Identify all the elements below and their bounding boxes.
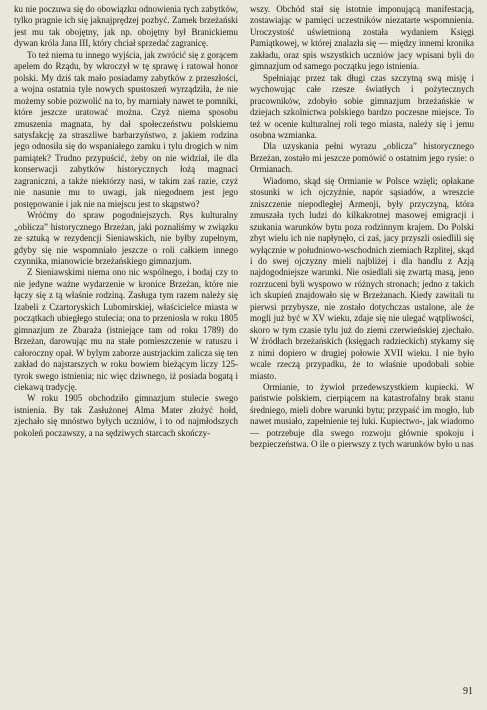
- paragraph: Wiadomo, skąd się Ormianie w Polsce wzięli; opłakane stosunki w ich ojczyźnie, napór sąsiadów, a wreszcie zniszczenie niepodległej Armenji, były przyczyną, która zmuszała tych ludzi do kilkakrotnej masowej emigracji i szukania warunków bytu poza rodzinnym krajem. Do Polski zbyt wielu ich nie napłynęło, ci zaś, jacy przyszli osiedlili się wyłącznie w południowo-wschodnich ziemiach Rzplitej, skąd i do swej ojczyzny mieli najbliżej i dla handlu z Azją najdogodniejsze warunki. Nie osiedlali się zwartą masą, jeno rozrzuceni byli wyspowo w różnych stronach; jedno z takich ich skupień znajdowało się w Brzeżanach. Kiedy zawitali tu pierwsi przybysze, nie zostało dotychczas ustalone, ale że mogli już być w XV wieku, zdaje się nie ulegać wątpliwości, skoro w tym czasie tylu już do ziemi czerwieńskiej zjechało. W źródłach brzeżańskich (księgach radzieckich) stykamy się z nimi dopiero w drugiej połowie XVII wieku. I nie było wcale rzeczą przypadku, że to właśnie upodobali sobie miasto.: [250, 175, 474, 381]
- paragraph: Z Sieniawskimi niema ono nic wspólnego, i bodaj czy to nie jedyne ważne wydarzenie w kronice Brzeżan, które nie łączy się z tą właśnie rodziną. Zasługa tym razem należy się Izabeli z Czartoryskich Lubomirskiej, właścicielce miasta w początkach ubiegłego stulecia; ona to przeniosła w roku 1805 gimnazjum ze Zbaraża (istniejące tam od roku 1789) do Brzeżan, darowując mu na stałe pomieszczenie w ratuszu i całoroczny opał. W bylym zaborze austrjackim zalicza się ten zakład do najstarszych w roku bowiem bieżącym liczy 125-tyrok swego istnienia; nic więc dziwnego, iż posiada bogatą i ciekawą tradycję.: [14, 267, 238, 392]
- paragraph: Dla uzyskania pełni wyrazu „oblicza” historycznego Brzeżan, zostało mi jeszcze pomówić o ostatnim jego rysie: o Ormianach.: [250, 141, 474, 175]
- paragraph: Wróćmy do spraw pogodniejszych. Rys kulturalny „oblicza” historycznego Brzeżan, jaki poznaliśmy w związku ze sztuką w rezydencji Sieniawskich, nie byłby zupełnym, gdyby się nie wspomniało jeszcze o roli całkiem innego czynnika, mianowicie brzeżańskiego gimnazjum.: [14, 210, 238, 266]
- paragraph: ku nie poczuwa się do obowiązku odnowienia tych zabytków, tylko pragnie ich się jaknajprędzej pozbyć. Zamek brzeżański jest mu tak obojętny, jak np. obojętny był Branickiemu dywan króla Jana III, który chciał sprzedać zagranicę.: [14, 4, 238, 49]
- left-column: [14, 4, 238, 676]
- right-column: [250, 4, 474, 676]
- paragraph: To też niema tu innego wyjścia, jak zwrócić się z gorącem apelem do Rządu, by wkroczył w tę sprawę i ratował honor polski. My dziś tak mało posiadamy zabytków z przeszłości, a wojna ostatnia tyle nowych spustoszeń wyrządziła, że nie możemy sobie pozwolić na to, by marniały nawet te pomniki, które jeszcze uratować można. Czyż niema sposobu zmuszenia magnata, by dał społeczeństwu polskiemu satysfakcję za straszliwe barbarzyństwo, z jakiem rodzina jego odnosiła się do wspaniałego zamku i tylu drogich w nim pamiątek? Trudno przypuścić, żeby on nie widział, ile dla konserwacji zabytków historycznych łożą magnaci zagraniczni, a także niektórzy nasi, w takim zaś razie, czyż nie nasunie mu to uwagi, jak niegodnem jest jego postępowanie i jak nie na miejscu jest to skąpstwo?: [14, 49, 238, 209]
- page-number: 91: [463, 686, 473, 697]
- paragraph: Spełniając przez tak długi czas szczytną swą misję i wychowując całe rzesze światłych i pożytecznych pracowników, zdobyło sobie gimnazjum brzeżańskie w dziejach szkolnictwa polskiego bardzo poczesne miejsce. To też w ocenie kulturalnej roli tego miasta, należy się i jemu osobna wzmianka.: [250, 72, 474, 140]
- paragraph: W roku 1905 obchodziło gimnazjum stulecie swego istnienia. By tak Zasłużonej Alma Mater złożyć hołd, zjechało się mnóstwo byłych uczniów, i to od najmłodszych pokoleń poczawszy, a na sędziwych starcach skończy-: [14, 393, 238, 438]
- paragraph: wszy. Obchód stał się istotnie imponującą manifestacją, zostawiając w pamięci uczestników niezatarte wspomnienia. Uroczystość uświetnioną została wydaniem Księgi Pamiątkowej, w której znalazła się — między innemi kronika zakładu, oraz spis wszystkich uczniów jacy wpisani byli do gimnazjum od samego początku jego istnienia.: [250, 4, 474, 72]
- paragraph: Ormianie, to żywioł przedewszystkiem kupiecki. W państwie polskiem, cierpiącem na katastrofalny brak stanu średniego, mieli dobre warunki bytu; przypaść im mogło, lub nawet musiało, zapełnienie tej luki. Kupiectwo-, jak wiadomo — potrzebuje dla swego rozwoju głównie spokoju i bezpieczeństwa. O ile o pierwszy z tych warunków było u nas: [250, 381, 474, 450]
- text-columns: [14, 4, 474, 676]
